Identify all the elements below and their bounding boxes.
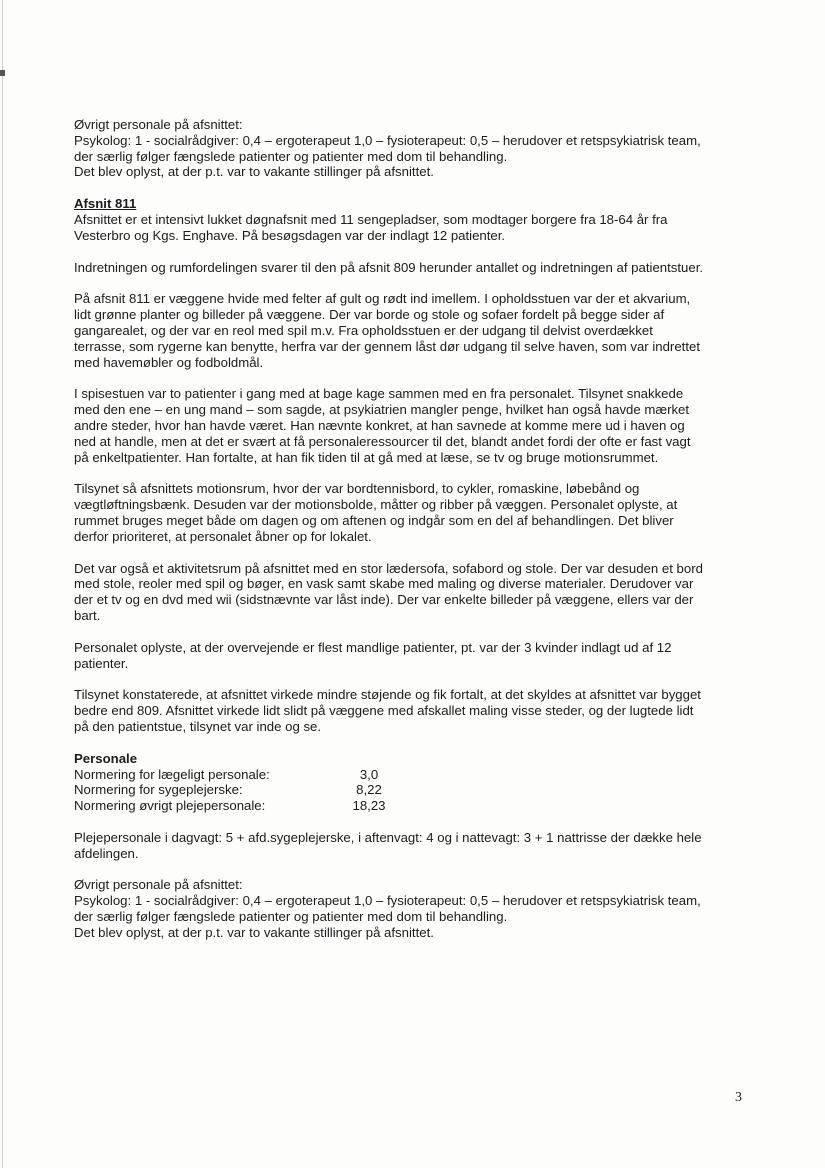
paragraph-activity-room: Det var også et aktivitetsrum på afsnittet med en stor lædersofa, sofabord og stole. Der var desuden et bord med stole, reoler med spil og bøger, en vask samt skabe med maling og diverse materialer. Derudover var der et tv og en dvd med wii (sidstnævnte var låst inde). Der var enkelte billeder på væggene, ellers var der bart. xyxy=(74,560,703,623)
page-number: 3 xyxy=(735,1090,742,1105)
scan-edge-line xyxy=(2,0,3,1168)
bottom-staff-details: Psykolog: 1 - socialrådgiver: 0,4 – ergoterapeut 1,0 – fysioterapeut: 0,5 – herudover et retspsykiatrisk team, der særlig følger fængslede patienter og patienter med dom til behandling. xyxy=(74,893,701,925)
bottom-staff-heading: Øvrigt personale på afsnittet: xyxy=(74,877,243,893)
norm-row xyxy=(74,798,704,814)
document-body xyxy=(74,117,704,941)
paragraph-walls: På afsnit 811 er væggene hvide med felter af gult og rødt ind imellem. I opholdsstuen var der et akvarium, lidt grønne planter og billeder på væggene. Der var borde og stole og sofaer fordelt på begge sider af gangarealet, og der var en reol med spil m.v. Fra opholdsstuen er der udgang til delvist overdækket terrasse, som rygerne kan benytte, herfra var der gennem låst dør udgang til selve haven, som var indrettet med havemøbler og fodboldmål. xyxy=(74,291,700,370)
scan-edge-mark xyxy=(0,70,5,76)
norm-value: 18,23 xyxy=(352,798,386,814)
norm-label: Normering for lægeligt personale: xyxy=(74,766,270,782)
bottom-vacancies: Det blev oplyst, at der p.t. var to vakante stillinger på afsnittet. xyxy=(74,924,434,940)
paragraph-dining: I spisestuen var to patienter i gang med at bage kage sammen med en fra personalet. Tilsynet snakkede med den ene – en ung mand – som sagde, at psykiatrien mangler penge, hvilket han også havde mærket andre steder, hvor han havde været. Han nævnte konkret, at han savnede at komme mere ud i haven og ned at handle, men at det er svært at få personaleressourcer til det, blandt andet fordi der ofte er fast vagt på enkeltpatienter. Han fortalte, at han fik tiden til at gå med at læse, se tv og bruge motionsrummet. xyxy=(74,386,691,465)
top-vacancies: Det blev oplyst, at der p.t. var to vakante stillinger på afsnittet. xyxy=(74,164,434,180)
paragraph-noise: Tilsynet konstaterede, at afsnittet virkede mindre støjende og fik fortalt, at det skyldes at afsnittet var bygget bedre end 809. Afsnittet virkede lidt slidt på væggene med afskallet maling visse steder, og der lugtede lidt på den patientstue, tilsynet var inde og se. xyxy=(74,687,701,734)
norm-value: 3,0 xyxy=(359,766,379,782)
norm-row xyxy=(74,767,704,783)
top-staff-heading: Øvrigt personale på afsnittet: xyxy=(74,117,243,132)
section-title: Afsnit 811 xyxy=(74,196,137,212)
shift-staffing: Plejepersonale i dagvagt: 5 + afd.sygeplejerske, i aftenvagt: 4 og i nattevagt: 3 + 1 nattrisse der dække hele afdelingen. xyxy=(74,829,702,861)
norm-label: Normering øvrigt plejepersonale: xyxy=(74,798,266,814)
norm-row xyxy=(74,782,704,798)
personale-heading: Personale xyxy=(74,750,138,766)
norm-value: 8,22 xyxy=(356,782,382,798)
paragraph-gym: Tilsynet så afsnittets motionsrum, hvor der var bordtennisbord, to cykler, romaskine, løbebånd og vægtløftningsbænk. Desuden var der motionsbolde, måtter og ribber på væggen. Personalet oplyste, at rummet bruges meget både om dagen og om aftenen og indgår som en del af behandlingen. Det bliver derfor prioriteret, at personalet åbner op for lokalet. xyxy=(74,481,678,544)
paragraph-intro: Afsnittet er et intensivt lukket døgnafsnit med 11 sengepladser, som modtager borgere fra 18-64 år fra Vesterbro og Kgs. Enghave. På besøgsdagen var der indlagt 12 patienter. xyxy=(74,211,668,243)
paragraph-layout: Indretningen og rumfordelingen svarer til den på afsnit 809 herunder antallet og indretningen af patientstuer. xyxy=(74,259,704,275)
norm-label: Normering for sygeplejerske: xyxy=(74,782,243,798)
paragraph-gender: Personalet oplyste, at der overvejende er flest mandlige patienter, pt. var der 3 kvinder indlagt ud af 12 patienter. xyxy=(74,639,672,671)
top-staff-details: Psykolog: 1 - socialrådgiver: 0,4 – ergoterapeut 1,0 – fysioterapeut: 0,5 – herudover et retspsykiatrisk team, der særlig følger fængslede patienter og patienter med dom til behandling. xyxy=(74,132,701,164)
